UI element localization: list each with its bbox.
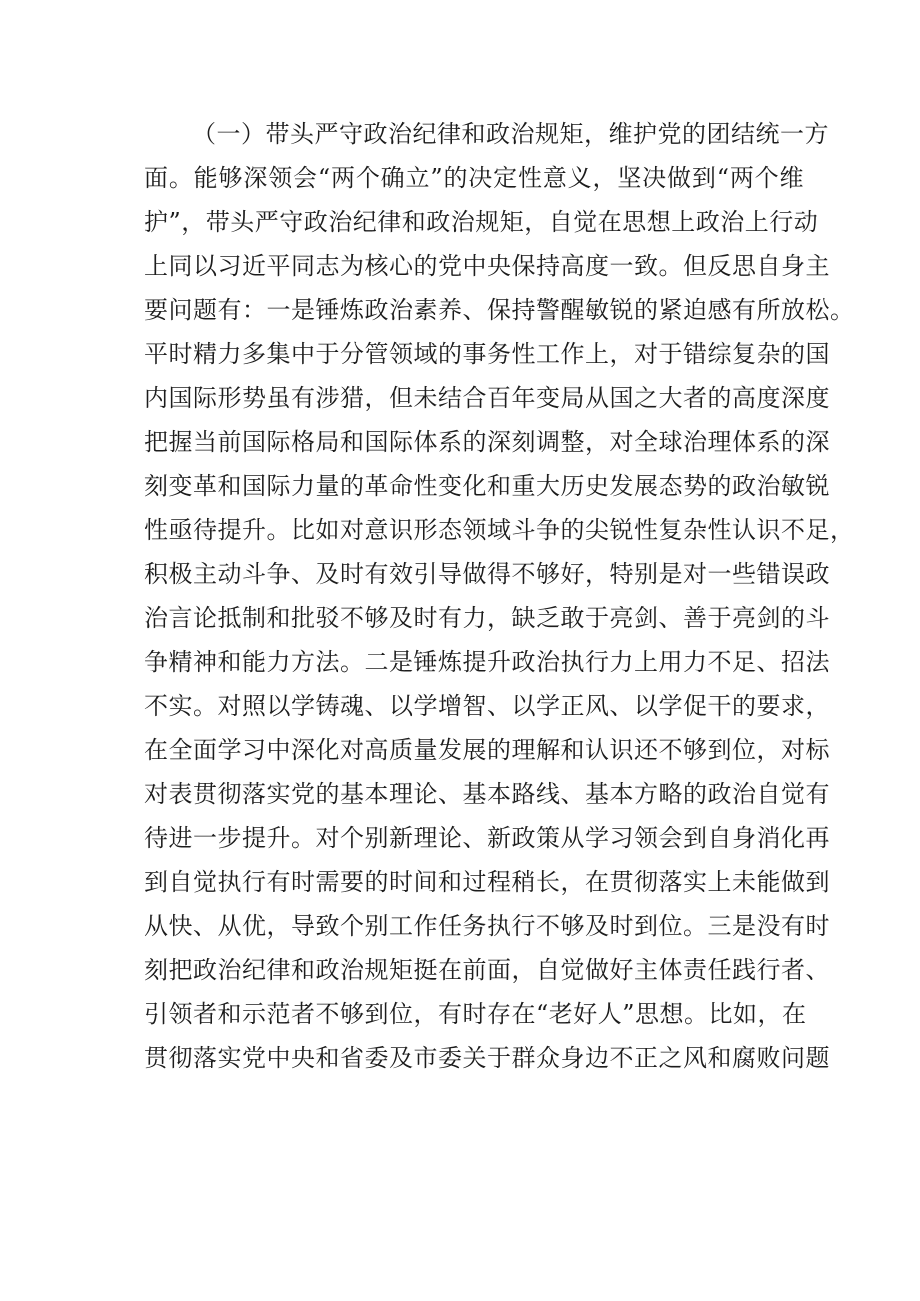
text-line: 不实。对照以学铸魂、以学增智、以学正风、以学促干的要求， [144, 692, 830, 720]
text-line: （一）带头严守政治纪律和政治规矩，维护党的团结统一方 [192, 120, 829, 148]
text-line: 引领者和示范者不够到位，有时存在“老好人”思想。比如，在 [144, 1000, 807, 1028]
text-line: 积极主动斗争、及时有效引导做得不够好，特别是对一些错误政 [144, 560, 830, 588]
text-line: 对表贯彻落实党的基本理论、基本路线、基本方略的政治自觉有 [144, 780, 830, 808]
text-line: 上同以习近平同志为核心的党中央保持高度一致。但反思自身主 [144, 252, 830, 280]
body-paragraph [144, 112, 855, 1080]
text-line: 要问题有：一是锤炼政治素养、保持警醒敏锐的紧迫感有所放松。 [144, 296, 855, 324]
text-line: 平时精力多集中于分管领域的事务性工作上，对于错综复杂的国 [144, 340, 830, 368]
text-line: 治言论抵制和批驳不够及时有力，缺乏敢于亮剑、善于亮剑的斗 [144, 604, 830, 632]
text-line: 把握当前国际格局和国际体系的深刻调整，对全球治理体系的深 [144, 428, 830, 456]
text-line: 内国际形势虽有涉猎，但未结合百年变局从国之大者的高度深度 [144, 384, 830, 412]
text-line: 性亟待提升。比如对意识形态领域斗争的尖锐性复杂性认识不足， [144, 516, 855, 544]
text-line: 从快、从优，导致个别工作任务执行不够及时到位。三是没有时 [144, 912, 830, 940]
text-line: 到自觉执行有时需要的时间和过程稍长，在贯彻落实上未能做到 [144, 868, 830, 896]
text-line: 待进一步提升。对个别新理论、新政策从学习领会到自身消化再 [144, 824, 830, 852]
text-line: 贯彻落实党中央和省委及市委关于群众身边不正之风和腐败问题 [144, 1044, 830, 1072]
text-line: 在全面学习中深化对高质量发展的理解和认识还不够到位，对标 [144, 736, 830, 764]
text-line: 刻把政治纪律和政治规矩挺在前面，自觉做好主体责任践行者、 [144, 956, 830, 984]
text-line: 面。能够深领会“两个确立”的决定性意义，坚决做到“两个维 [144, 164, 804, 192]
text-line: 护”，带头严守政治纪律和政治规矩，自觉在思想上政治上行动 [144, 208, 819, 236]
text-line: 争精神和能力方法。二是锤炼提升政治执行力上用力不足、招法 [144, 648, 830, 676]
text-line: 刻变革和国际力量的革命性变化和重大历史发展态势的政治敏锐 [144, 472, 830, 500]
